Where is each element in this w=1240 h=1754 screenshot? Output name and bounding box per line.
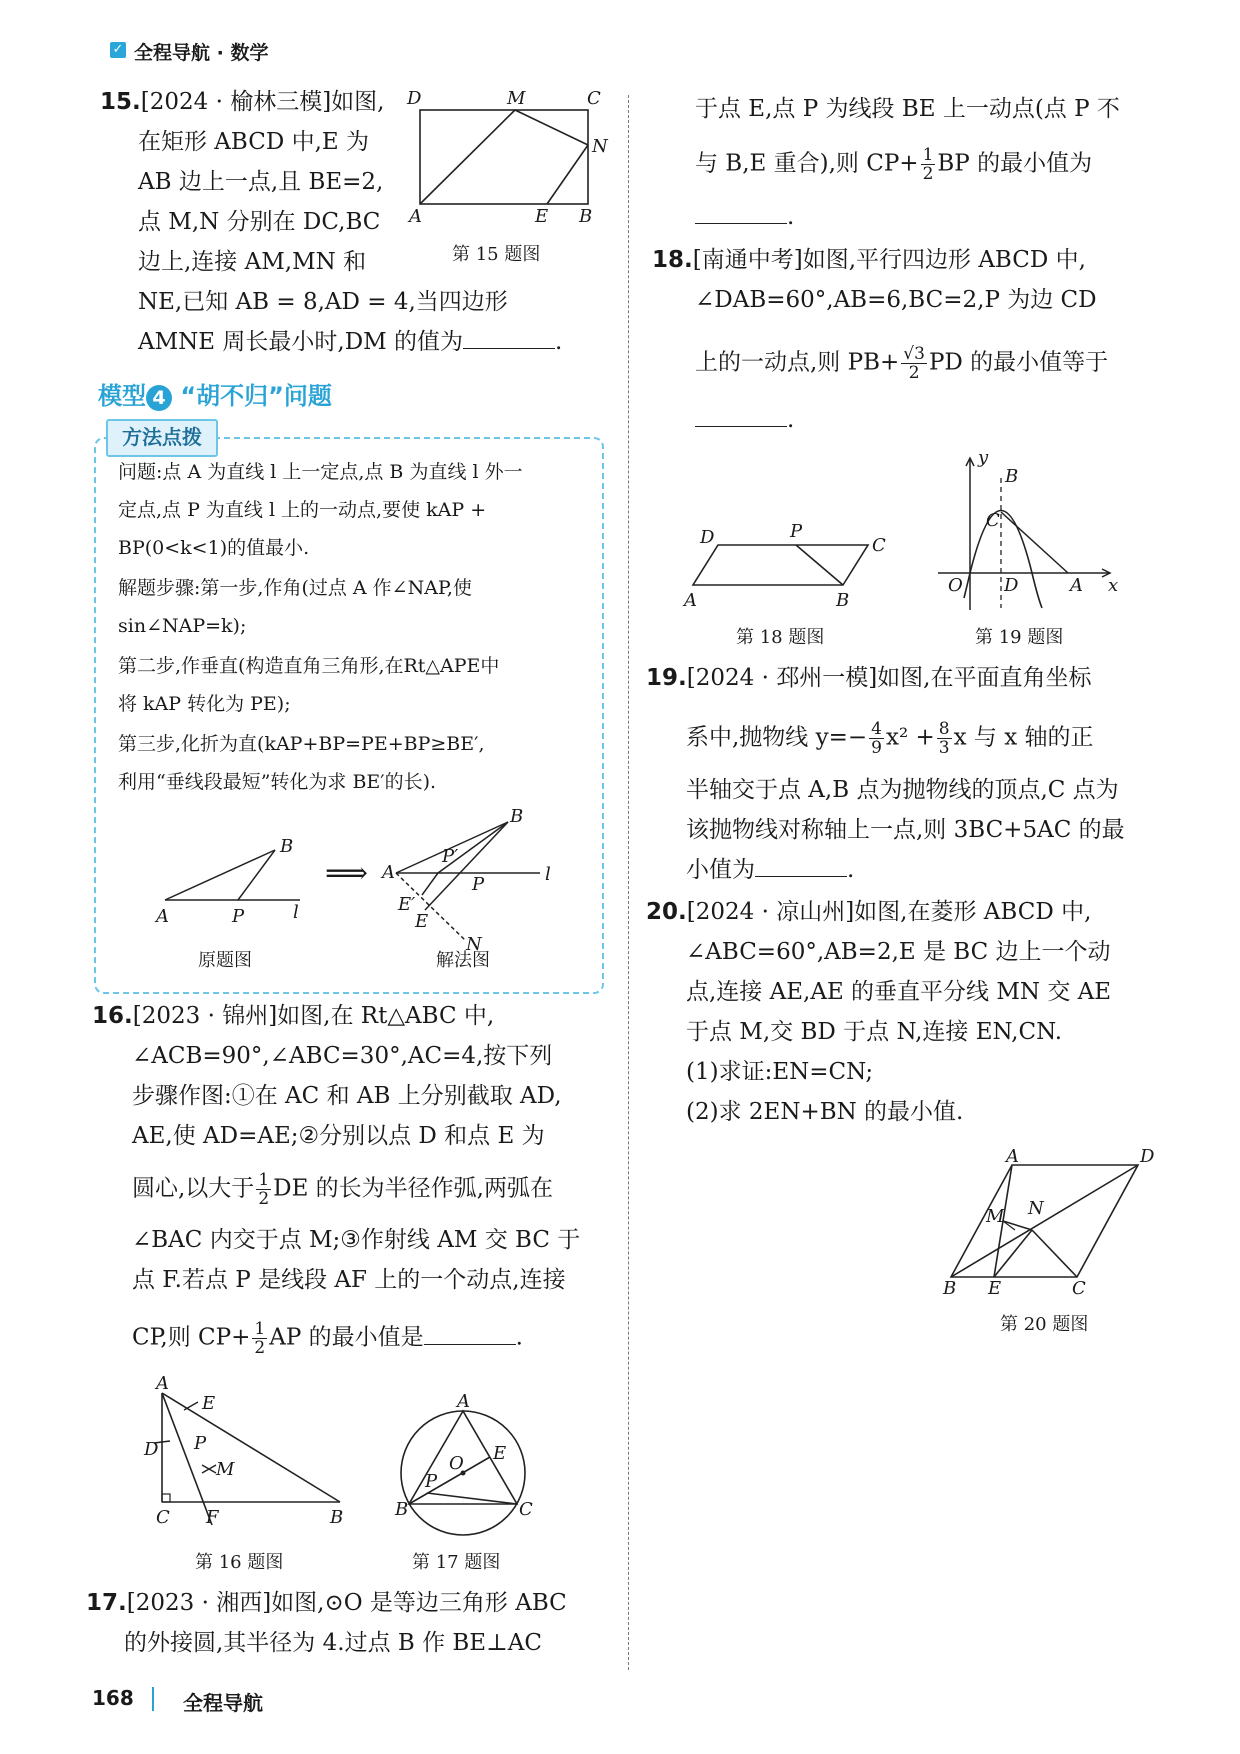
label-D: D	[1140, 1146, 1155, 1167]
q19-number: 19.	[646, 665, 687, 691]
q19-line-4: 该抛物线对称轴上一点,则 3BC+5AC 的最	[686, 817, 1125, 843]
label-B: B	[330, 1507, 344, 1528]
tip-right-caption: 解法图	[436, 950, 490, 971]
denominator: 3	[938, 738, 950, 758]
label-D: D	[700, 527, 715, 548]
label-P-prime: P′	[442, 846, 459, 867]
label-y: y	[978, 447, 989, 468]
label-A: A	[156, 906, 169, 927]
label-C: C	[156, 1507, 170, 1528]
q19-text: [2024 · 邳州一模]如图,在平面直角坐标	[686, 665, 1092, 691]
label-O: O	[449, 1453, 464, 1474]
q19-line-3: 半轴交于点 A,B 点为抛物线的顶点,C 点为	[686, 777, 1119, 803]
column-divider	[628, 95, 629, 1670]
label-P: P	[472, 874, 485, 895]
q18-end: .	[787, 407, 795, 433]
q15-number: 15.	[100, 89, 141, 115]
q17-line-1	[86, 1588, 567, 1618]
tip-line-4: 解题步骤:第一步,作角(过点 A 作∠NAP,使	[118, 577, 472, 599]
q20-line-2: ∠ABC=60°,AB=2,E 是 BC 边上一个动	[686, 939, 1111, 965]
label-P: P	[232, 906, 245, 927]
q17-end: .	[787, 204, 795, 230]
label-E-prime: E′	[398, 894, 416, 915]
numerator: 1	[922, 145, 934, 165]
fraction	[937, 720, 952, 757]
model-index: 4	[146, 385, 172, 411]
label-B: B	[395, 1499, 409, 1520]
q17-line-4	[695, 146, 1092, 183]
label-A: A	[1006, 1146, 1019, 1167]
page-number: 168	[92, 1686, 134, 1710]
q15-end: .	[555, 329, 563, 355]
q20-line-1	[646, 897, 1091, 927]
q19-text: 系中,抛物线 y=−	[686, 724, 868, 751]
q18-line-2: ∠DAB=60°,AB=6,BC=2,P 为边 CD	[695, 287, 1097, 313]
label-P: P	[425, 1471, 438, 1492]
label-B: B	[836, 590, 850, 611]
q17-caption: 第 17 题图	[412, 1552, 501, 1573]
q18-line-4	[695, 405, 794, 435]
q17-number: 17.	[86, 1590, 127, 1616]
q19-line-5	[686, 855, 854, 885]
q15-text: AMNE 周长最小时,DM 的值为	[138, 329, 463, 355]
numerator: 8	[938, 719, 950, 739]
answer-blank[interactable]	[695, 406, 787, 427]
fraction	[252, 1320, 267, 1357]
label-B: B	[280, 836, 294, 857]
tip-line-6: 第二步,作垂直(构造直角三角形,在Rt△APE中	[118, 655, 500, 677]
q16-line-2: ∠ACB=90°,∠ABC=30°,AC=4,按下列	[132, 1043, 553, 1069]
q18-text: 上的一动点,则 PB+	[695, 349, 900, 376]
q18-figure	[678, 515, 893, 615]
fraction	[921, 146, 936, 183]
q18-caption: 第 18 题图	[736, 627, 825, 648]
label-D: D	[407, 88, 422, 109]
denominator: 2	[922, 164, 934, 184]
q17-figure	[395, 1393, 545, 1543]
tip-figure-original	[150, 830, 310, 925]
q15-line-7	[138, 327, 562, 357]
q20-caption: 第 20 题图	[1000, 1314, 1089, 1335]
q16-line-1	[92, 1001, 494, 1031]
q15-line-1	[100, 87, 384, 117]
q19-caption: 第 19 题图	[975, 627, 1064, 648]
numerator: 1	[258, 1170, 270, 1190]
q18-number: 18.	[652, 247, 693, 273]
q18-text: [南通中考]如图,平行四边形 ABCD 中,	[692, 247, 1086, 273]
answer-blank[interactable]	[424, 1324, 516, 1345]
label-A: A	[457, 1391, 470, 1412]
q16-line-4: AE,使 AD=AE;②分别以点 D 和点 E 为	[132, 1123, 545, 1149]
q19-text: 小值为	[686, 857, 755, 883]
label-M: M	[216, 1459, 235, 1480]
label-E: E	[202, 1393, 216, 1414]
header-brand: 全程导航	[134, 42, 211, 64]
fraction	[901, 345, 927, 382]
header-title	[110, 38, 268, 65]
label-E: E	[988, 1278, 1002, 1299]
q19-text: x 与 x 轴的正	[953, 724, 1094, 751]
q20-line-3: 点,连接 AE,AE 的垂直平分线 MN 交 AE	[686, 979, 1112, 1005]
q15-caption: 第 15 题图	[452, 244, 541, 265]
tip-line-8: 第三步,化折为直(kAP+BP=PE+BP≥BE′,	[118, 733, 485, 755]
q16-line-8	[132, 1320, 523, 1357]
label-E: E	[535, 206, 549, 227]
label-E: E	[415, 911, 429, 932]
label-A: A	[382, 862, 395, 883]
q17-line-3: 于点 E,点 P 为线段 BE 上一动点(点 P 不	[695, 96, 1120, 122]
q16-figure	[140, 1375, 355, 1535]
label-C: C	[519, 1499, 533, 1520]
q17-text: [2023 · 湘西]如图,⊙O 是等边三角形 ABC	[126, 1590, 567, 1616]
q18-text: PD 的最小值等于	[928, 349, 1109, 376]
answer-blank[interactable]	[463, 328, 555, 349]
label-B: B	[943, 1278, 957, 1299]
q17-text: 与 B,E 重合),则 CP+	[695, 150, 919, 177]
label-B: B	[579, 206, 593, 227]
label-D: D	[144, 1439, 159, 1460]
label-D: D	[1004, 575, 1019, 596]
label-x: x	[1108, 575, 1119, 596]
tip-line-9: 利用“垂线段最短”转化为求 BE′的长).	[118, 771, 437, 793]
q20-line-5: (1)求证:EN=CN;	[686, 1059, 874, 1085]
q19-line-1	[646, 663, 1091, 693]
q20-text: [2024 · 凉山州]如图,在菱形 ABCD 中,	[686, 899, 1092, 925]
q19-text: x² +	[886, 724, 935, 751]
q15-line-4: 点 M,N 分别在 DC,BC	[138, 209, 381, 235]
q16-line-6: ∠BAC 内交于点 M;③作射线 AM 交 BC 于	[132, 1227, 581, 1253]
q15-line-2: 在矩形 ABCD 中,E 为	[138, 129, 370, 155]
tip-line-5: sin∠NAP=k);	[118, 615, 247, 637]
method-tip-label: 方法点拨	[106, 419, 218, 457]
tip-line-2: 定点,点 P 为直线 l 上的一动点,要使 kAP +	[118, 499, 487, 521]
q16-text: [2023 · 锦州]如图,在 Rt△ABC 中,	[132, 1003, 495, 1029]
tip-left-caption: 原题图	[198, 950, 252, 971]
q17-line-2: 的外接圆,其半径为 4.过点 B 作 BE⊥AC	[124, 1630, 542, 1656]
fraction	[869, 720, 884, 757]
q19-figure	[930, 448, 1125, 618]
label-N: N	[466, 934, 482, 955]
denominator: 2	[908, 363, 920, 383]
q15-figure	[405, 88, 608, 233]
checkbox-icon: ✓	[110, 42, 126, 58]
answer-blank[interactable]	[755, 856, 847, 877]
numerator: 4	[871, 719, 882, 739]
answer-blank[interactable]	[695, 203, 787, 224]
label-M: M	[507, 88, 526, 109]
tip-line-7: 将 kAP 转化为 PE);	[118, 693, 291, 715]
q16-number: 16.	[92, 1003, 133, 1029]
footer-title: 全程导航	[183, 1691, 263, 1715]
q16-line-5	[132, 1171, 553, 1208]
label-C: C	[872, 535, 886, 556]
tip-line-1: 问题:点 A 为直线 l 上一定点,点 B 为直线 l 外一	[118, 461, 523, 483]
tip-line-3: BP(0<k<1)的值最小.	[118, 537, 310, 559]
q18-line-1	[652, 245, 1086, 275]
q16-text: AP 的最小值是	[269, 1324, 424, 1351]
model-title: “胡不归”问题	[180, 382, 332, 410]
label-A: A	[409, 206, 422, 227]
label-B: B	[1005, 466, 1019, 487]
q15-line-5: 边上,连接 AM,MN 和	[138, 249, 367, 275]
q19-end: .	[847, 857, 855, 883]
label-P: P	[194, 1433, 207, 1454]
q16-end: .	[515, 1324, 523, 1351]
q16-line-3: 步骤作图:①在 AC 和 AB 上分别截取 AD,	[132, 1083, 562, 1109]
header-separator: ·	[210, 42, 231, 64]
header-subject: 数学	[230, 42, 269, 64]
q18-line-3	[695, 345, 1108, 382]
q16-text: 圆心,以大于	[132, 1175, 255, 1202]
label-N: N	[1028, 1198, 1044, 1219]
q15-line-6: NE,已知 AB = 8,AD = 4,当四边形	[138, 289, 508, 315]
label-M: M	[986, 1206, 1005, 1227]
label-F: F	[206, 1507, 219, 1528]
q20-line-4: 于点 M,交 BD 于点 N,连接 EN,CN.	[686, 1019, 1063, 1045]
q16-caption: 第 16 题图	[195, 1552, 284, 1573]
q19-line-2	[686, 720, 1094, 757]
q15-text: [2024 · 榆林三模]如图,	[140, 89, 385, 115]
label-C: C	[986, 510, 1000, 531]
q20-figure	[940, 1140, 1160, 1299]
model-heading	[98, 376, 332, 411]
model-prefix: 模型	[98, 382, 146, 410]
numerator: √3	[903, 344, 925, 364]
label-A: A	[684, 590, 697, 611]
arrow-icon: ⟹	[325, 856, 369, 891]
label-O: O	[948, 575, 963, 596]
label-l: l	[293, 902, 299, 923]
fraction	[256, 1171, 271, 1208]
label-C: C	[1072, 1278, 1086, 1299]
label-E: E	[493, 1443, 507, 1464]
numerator: 1	[254, 1319, 266, 1339]
q17-line-5	[695, 202, 794, 232]
footer-divider	[152, 1687, 154, 1711]
denominator: 2	[254, 1338, 266, 1358]
q17-text: BP 的最小值为	[937, 150, 1093, 177]
q16-line-7: 点 F.若点 P 是线段 AF 上的一个动点,连接	[132, 1267, 566, 1293]
denominator: 2	[258, 1189, 270, 1209]
tip-figure-solution	[380, 806, 560, 960]
q15-line-3: AB 边上一点,且 BE=2,	[138, 169, 384, 195]
q16-text: CP,则 CP+	[132, 1324, 251, 1351]
label-N: N	[592, 136, 608, 157]
label-C: C	[587, 88, 601, 109]
label-P: P	[790, 521, 803, 542]
denominator: 9	[871, 738, 882, 758]
q20-number: 20.	[646, 899, 687, 925]
q16-text: DE 的长为半径作弧,两弧在	[273, 1175, 553, 1202]
label-A: A	[156, 1373, 169, 1394]
q20-line-6: (2)求 2EN+BN 的最小值.	[686, 1099, 964, 1125]
label-B: B	[510, 806, 524, 827]
label-l: l	[545, 864, 551, 885]
label-A: A	[1070, 575, 1083, 596]
